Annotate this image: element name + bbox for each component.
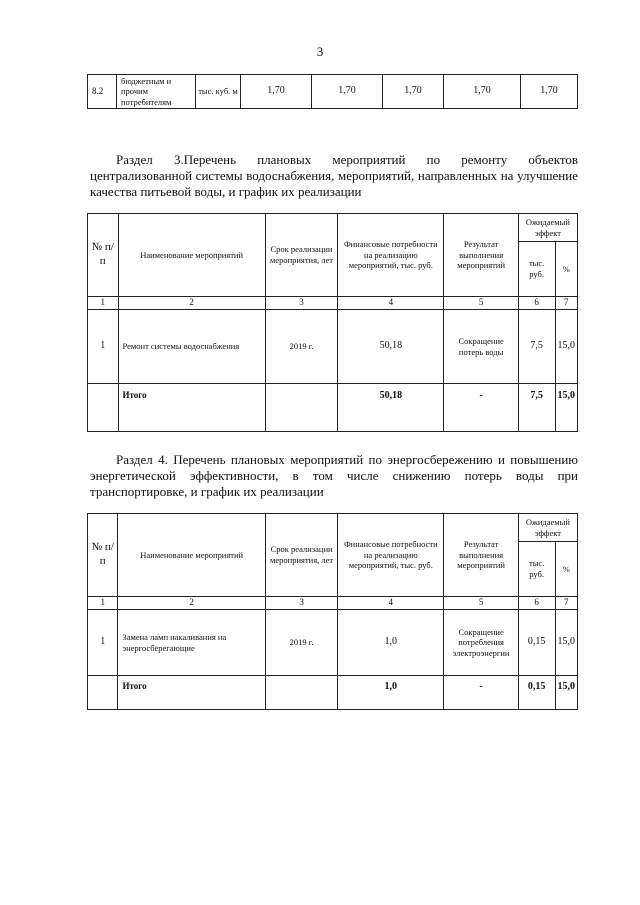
page-number: 3 <box>316 44 324 59</box>
total-eff1: 0,15 <box>518 676 555 710</box>
section3-heading-rest: централизованной системы водоснабжения, мероприятий, направленных на улучшение качества питьевой воды, и график их реализации <box>90 168 578 199</box>
total-result: - <box>444 676 519 710</box>
header-effect-percent: % <box>555 542 578 597</box>
header-num: № п/п <box>88 514 118 597</box>
row-result: Сокращение потребления электроэнергии <box>444 610 519 676</box>
total-result: - <box>444 384 518 432</box>
consumer-name: бюджетным и прочим потребителям <box>117 75 196 109</box>
header-name: Наименование мероприятий <box>118 514 265 597</box>
value-cell: 1,70 <box>521 75 578 109</box>
row-finance: 50,18 <box>338 310 444 384</box>
header-finance: Финансовые потребности на реализацию мероприятий, тыс. руб. <box>338 214 444 297</box>
header-term: Срок реализации мероприятия, лет <box>265 214 337 297</box>
value-cell: 1,70 <box>444 75 521 109</box>
index-cell: 2 <box>118 597 265 610</box>
row-eff1: 0,15 <box>518 610 555 676</box>
header-term: Срок реализации мероприятия, лет <box>265 514 337 597</box>
row-eff2: 15,0 <box>555 610 578 676</box>
header-effect-rub: тыс. руб. <box>518 542 555 597</box>
table-row <box>88 610 578 676</box>
index-cell: 6 <box>518 597 555 610</box>
index-cell: 5 <box>444 297 518 310</box>
value-cell: 1,70 <box>241 75 312 109</box>
row-eff1: 7,5 <box>518 310 555 384</box>
value-cell: 1,70 <box>312 75 383 109</box>
header-effect-percent: % <box>555 242 578 297</box>
row-num: 1 <box>88 610 118 676</box>
index-cell: 4 <box>338 297 444 310</box>
index-cell: 1 <box>88 597 118 610</box>
row-result: Сокращение потерь воды <box>444 310 518 384</box>
row-number: 8.2 <box>88 75 117 109</box>
section4-heading-line1: Раздел 4. Перечень плановых мероприятий по энергосбережению и повышению <box>116 452 578 467</box>
total-finance: 50,18 <box>338 384 444 432</box>
total-finance: 1,0 <box>338 676 444 710</box>
index-cell: 1 <box>88 297 119 310</box>
header-effect: Ожидаемый эффект <box>518 514 577 542</box>
index-cell: 4 <box>338 597 444 610</box>
header-finance: Финансовые потребности на реализацию мероприятий, тыс. руб. <box>338 514 444 597</box>
index-cell: 3 <box>265 297 337 310</box>
section3-heading <box>90 152 578 200</box>
index-cell: 7 <box>555 597 578 610</box>
total-row <box>88 384 578 432</box>
row-name: Ремонт системы водоснабжения <box>118 310 265 384</box>
section4-table <box>87 513 578 710</box>
section3-table <box>87 213 578 432</box>
value-cell: 1,70 <box>383 75 444 109</box>
row-eff2: 15,0 <box>555 310 578 384</box>
header-effect: Ожидаемый эффект <box>518 214 577 242</box>
row-name: Замена ламп накаливания на энергосберегающие <box>118 610 265 676</box>
unit-cell: тыс. куб. м <box>196 75 241 109</box>
header-result: Результат выполнения мероприятий <box>444 514 519 597</box>
row-num: 1 <box>88 310 119 384</box>
row-term: 2019 г. <box>265 610 337 676</box>
section3-heading-line1: Раздел 3.Перечень плановых мероприятий по ремонту объектов <box>116 152 578 167</box>
index-cell: 7 <box>555 297 578 310</box>
header-result: Результат выполнения мероприятий <box>444 214 518 297</box>
index-cell: 5 <box>444 597 519 610</box>
table-row <box>88 310 578 384</box>
header-name: Наименование мероприятий <box>118 214 265 297</box>
index-cell: 3 <box>265 597 337 610</box>
total-eff1: 7,5 <box>518 384 555 432</box>
header-effect-rub: тыс. руб. <box>518 242 555 297</box>
continuation-table <box>87 74 578 109</box>
section4-heading-rest: энергетической эффективности, в том числе снижению потерь воды при транспортировке, и график их реализации <box>90 468 578 499</box>
index-cell: 2 <box>118 297 265 310</box>
row-term: 2019 г. <box>265 310 337 384</box>
total-label: Итого <box>118 676 265 710</box>
total-row <box>88 676 578 710</box>
total-label: Итого <box>118 384 265 432</box>
section4-heading <box>90 452 578 500</box>
total-eff2: 15,0 <box>555 384 578 432</box>
header-num: № п/п <box>88 214 119 297</box>
total-eff2: 15,0 <box>555 676 578 710</box>
row-finance: 1,0 <box>338 610 444 676</box>
index-cell: 6 <box>518 297 555 310</box>
